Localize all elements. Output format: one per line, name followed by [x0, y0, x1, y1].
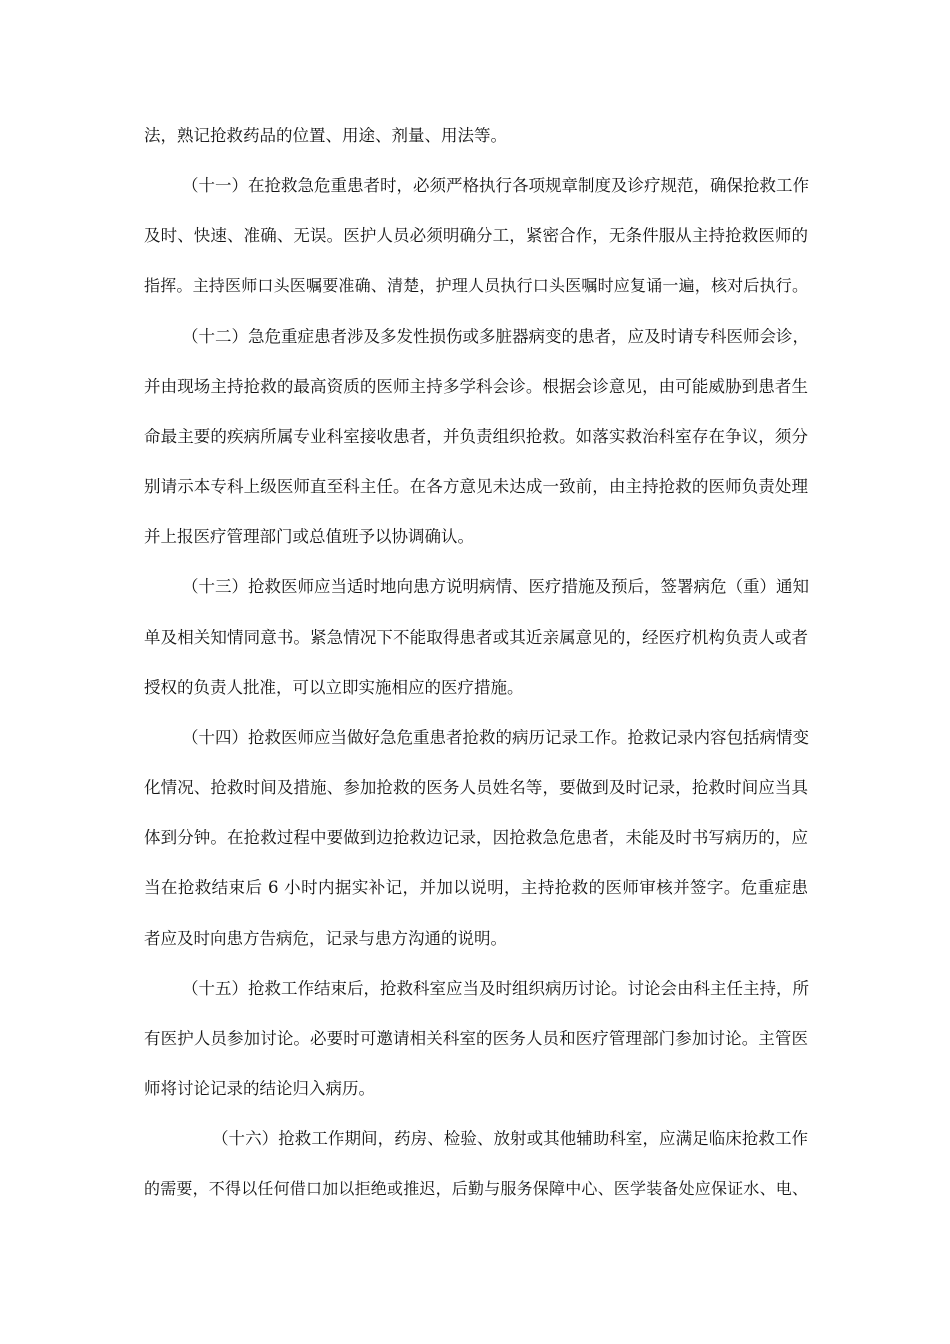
text-line: （十六）抢救工作期间，药房、检验、放射或其他辅助科室，应满足临床抢救工作 — [212, 1129, 808, 1148]
text-line: （十二）急危重症患者涉及多发性损伤或多脏器病变的患者，应及时请专科医师会诊， — [182, 327, 809, 346]
text-line: （十四）抢救医师应当做好急危重患者抢救的病历记录工作。抢救记录内容包括病情变 — [182, 728, 809, 747]
text-line: 有医护人员参加讨论。必要时可邀请相关科室的医务人员和医疗管理部门参加讨论。主管医 — [144, 1029, 808, 1048]
text-line: 当在抢救结束后 6 小时内据实补记，并加以说明，主持抢救的医师审核并签字。危重症患 — [144, 878, 808, 897]
text-line: 指挥。主持医师口头医嘱要准确、清楚，护理人员执行口头医嘱时应复诵一遍，核对后执行。 — [144, 276, 808, 295]
text-line: 化情况、抢救时间及措施、参加抢救的医务人员姓名等，要做到及时记录，抢救时间应当具 — [144, 778, 808, 797]
text-line: 的需要，不得以任何借口加以拒绝或推迟，后勤与服务保障中心、医学装备处应保证水、电、 — [144, 1179, 808, 1198]
text-line: （十一）在抢救急危重患者时，必须严格执行各项规章制度及诊疗规范，确保抢救工作 — [182, 176, 809, 195]
text-line: 别请示本专科上级医师直至科主任。在各方意见未达成一致前，由主持抢救的医师负责处理 — [144, 477, 808, 496]
text-line: 体到分钟。在抢救过程中要做到边抢救边记录，因抢救急危患者，未能及时书写病历的，应 — [144, 828, 808, 847]
text-line: （十五）抢救工作结束后，抢救科室应当及时组织病历讨论。讨论会由科主任主持，所 — [182, 979, 809, 998]
text-line: 师将讨论记录的结论归入病历。 — [144, 1079, 375, 1098]
text-line: 者应及时向患方告病危，记录与患方沟通的说明。 — [144, 929, 507, 948]
text-line: 并上报医疗管理部门或总值班予以协调确认。 — [144, 527, 474, 546]
text-line: （十三）抢救医师应当适时地向患方说明病情、医疗措施及预后，签署病危（重）通知 — [182, 577, 809, 596]
text-line: 并由现场主持抢救的最高资质的医师主持多学科会诊。根据会诊意见，由可能威胁到患者生 — [144, 377, 808, 396]
text-line: 命最主要的疾病所属专业科室接收患者，并负责组织抢救。如落实救治科室存在争议，须分 — [144, 427, 808, 446]
text-line: 法，熟记抢救药品的位置、用途、剂量、用法等。 — [144, 126, 507, 145]
text-line: 授权的负责人批准，可以立即实施相应的医疗措施。 — [144, 678, 524, 697]
text-line: 单及相关知情同意书。紧急情况下不能取得患者或其近亲属意见的，经医疗机构负责人或者 — [144, 628, 808, 647]
text-line: 及时、快速、准确、无误。医护人员必须明确分工，紧密合作，无条件服从主持抢救医师的 — [144, 226, 808, 245]
